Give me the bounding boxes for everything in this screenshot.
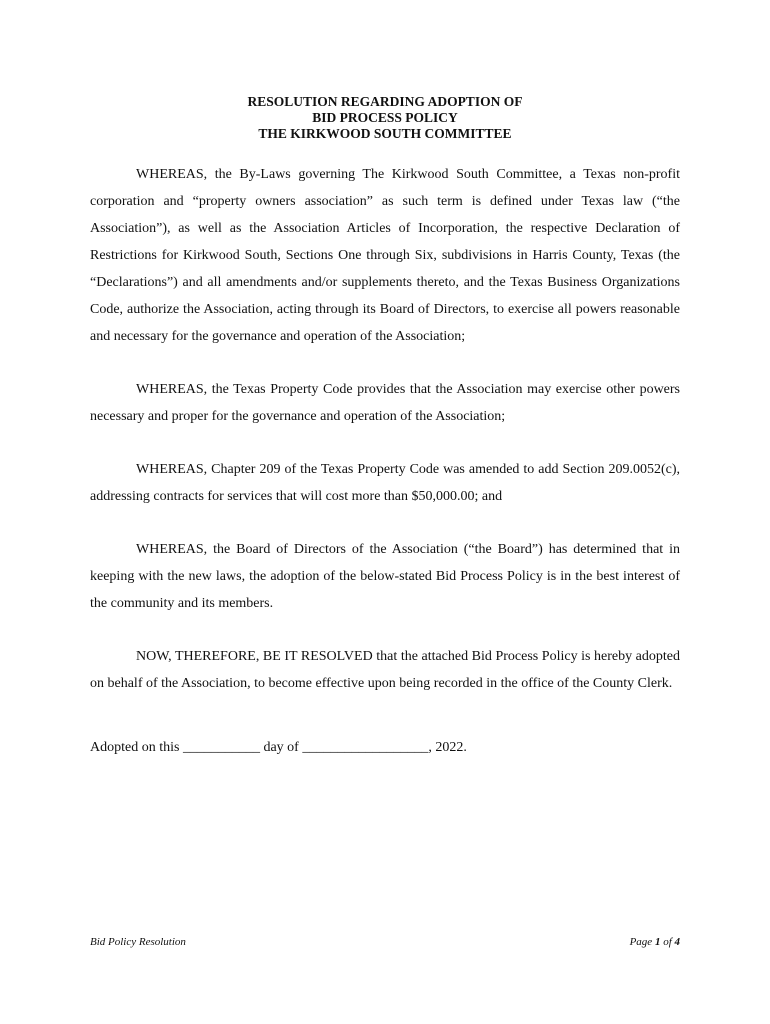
whereas-board-paragraph: WHEREAS, the Board of Directors of the Association (“the Board”) has determined that in keeping with the new laws, the adoption of the below-stated Bid Process Policy is in the best interest of the community and its members. (90, 542, 680, 611)
whereas-chapter-209-paragraph: WHEREAS, Chapter 209 of the Texas Property Code was amended to add Section 209.0052(c), addressing contracts for services that will cost more than $50,000.00; and (90, 462, 680, 504)
page-footer (90, 936, 680, 948)
whereas-property-code-paragraph: WHEREAS, the Texas Property Code provides that the Association may exercise other powers necessary and proper for the governance and operation of the Association; (90, 382, 680, 424)
resolved-paragraph: NOW, THEREFORE, BE IT RESOLVED that the attached Bid Process Policy is hereby adopted on behalf of the Association, to become effective upon being recorded in the office of the County Clerk. (90, 649, 680, 691)
document-body (90, 161, 680, 787)
footer-page-of: of (663, 936, 672, 948)
whereas-bylaws-paragraph: WHEREAS, the By-Laws governing The Kirkwood South Committee, a Texas non-profit corporation and “property owners association” as such term is defined under Texas law (“the Association”), as well as the Association Articles of Incorporation, the respective Declaration of Restrictions for Kirkwood South, Sections One through Six, subdivisions in Harris County, Texas (the “Declarations”) and all amendments and/or supplements thereto, and the Texas Business Organizations Code, authorize the Association, acting through its Board of Directors, to exercise all powers reasonable and necessary for the governance and operation of the Association; (90, 167, 680, 344)
title-line-1: RESOLUTION REGARDING ADOPTION OF (247, 94, 523, 109)
adopted-date-line: Adopted on this ___________ day of __________________, 2022. (90, 740, 467, 755)
footer-page-number (630, 936, 680, 948)
footer-page-current: 1 (654, 936, 661, 948)
title-line-2: BID PROCESS POLICY (312, 110, 458, 125)
footer-document-name: Bid Policy Resolution (90, 936, 186, 948)
document-title (90, 94, 680, 142)
footer-page-total: 4 (674, 936, 680, 948)
footer-page-prefix: Page (629, 936, 653, 948)
title-line-3: THE KIRKWOOD SOUTH COMMITTEE (258, 126, 512, 141)
